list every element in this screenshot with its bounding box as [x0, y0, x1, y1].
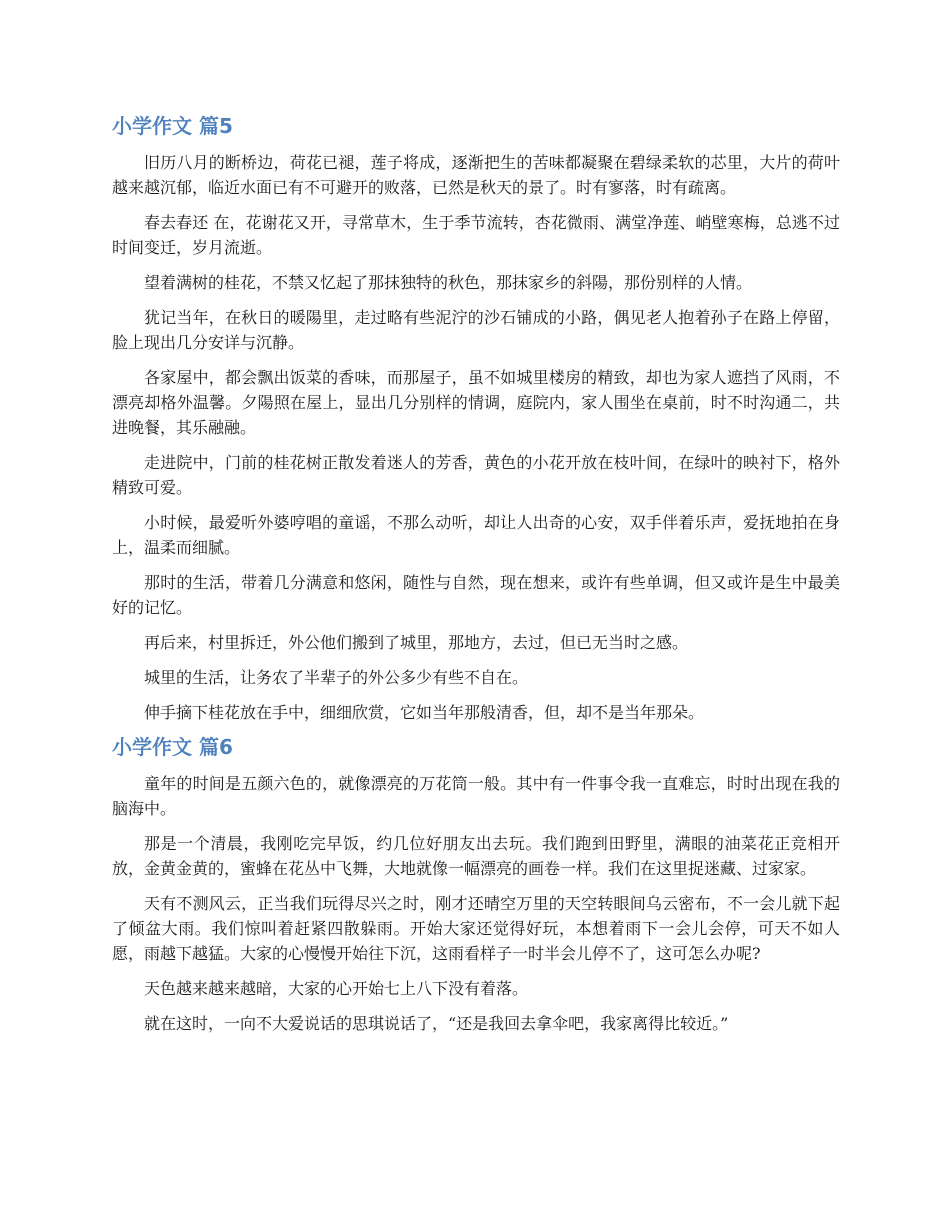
paragraph: 那时的生活，带着几分满意和悠闲，随性与自然，现在想来，或许有些单调，但又或许是生中最美好的记忆。: [112, 573, 840, 617]
paragraph: 春去春还 在，花谢花又开，寻常草木，生于季节流转，杏花微雨、满堂净莲、峭壁寒梅，总逃不过时间变迁，岁月流逝。: [112, 213, 840, 257]
paragraph: 天有不测风云，正当我们玩得尽兴之时，刚才还晴空万里的天空转眼间乌云密布，不一会儿就下起了倾盆大雨。我们惊叫着赶紧四散躲雨。开始大家还觉得好玩，本想着雨下一会儿会停，可天不如人愿，雨越下越猛。大家的心慢慢开始往下沉，这雨看样子一时半会儿停不了，这可怎么办呢?: [112, 894, 840, 963]
paragraph: 城里的生活，让务农了半辈子的外公多少有些不自在。: [144, 668, 529, 687]
paragraph: 望着满树的桂花，不禁又忆起了那抹独特的秋色，那抹家乡的斜陽，那份别样的人情。: [144, 273, 753, 292]
paragraph: 犹记当年，在秋日的暖陽里，走过略有些泥泞的沙石铺成的小路，偶见老人抱着孙子在路上停留，脸上现出几分安详与沉静。: [112, 308, 840, 352]
paragraph: 再后来，村里拆迁，外公他们搬到了城里，那地方，去过，但已无当时之感。: [144, 633, 689, 652]
paragraph: 就在这时，一向不大爱说话的思琪说话了，“还是我回去拿伞吧，我家离得比较近。”: [144, 1014, 729, 1033]
paragraph: 童年的时间是五颜六色的，就像漂亮的万花筒一般。其中有一件事令我一直难忘，时时出现在我的脑海中。: [112, 774, 840, 818]
paragraph: 伸手摘下桂花放在手中，细细欣赏，它如当年那般清香，但，却不是当年那朵。: [144, 703, 705, 722]
document-page: [112, 110, 840, 1036]
paragraph: 天色越来越来越暗，大家的心开始七上八下没有着落。: [144, 979, 529, 998]
essay-section-5: [112, 110, 840, 725]
paragraph: 走进院中，门前的桂花树正散发着迷人的芳香，黄色的小花开放在枝叶间，在绿叶的映衬下，格外精致可爱。: [112, 453, 840, 497]
essay-section-6: [112, 731, 840, 1036]
paragraph: 小时候，最爱听外婆哼唱的童谣，不那么动听，却让人出奇的心安，双手伴着乐声，爱抚地拍在身上，温柔而细腻。: [112, 513, 840, 557]
paragraph: 旧历八月的断桥边，荷花已褪，莲子将成，逐渐把生的苦味都凝聚在碧绿柔软的芯里，大片的荷叶越来越沉郁，临近水面已有不可避开的败落，已然是秋天的景了。时有寥落，时有疏离。: [112, 153, 840, 197]
section-title: 小学作文 篇6: [112, 735, 233, 759]
section-title: 小学作文 篇5: [112, 114, 233, 138]
paragraph: 各家屋中，都会飘出饭菜的香味，而那屋子，虽不如城里楼房的精致，却也为家人遮挡了风雨，不漂亮却格外温馨。夕陽照在屋上，显出几分别样的情调，庭院内，家人围坐在桌前，时不时沟通二，共进晚餐，其乐融融。: [112, 368, 840, 437]
paragraph: 那是一个清晨，我刚吃完早饭，约几位好朋友出去玩。我们跑到田野里，满眼的油菜花正竞相开放，金黄金黄的，蜜蜂在花丛中飞舞，大地就像一幅漂亮的画卷一样。我们在这里捉迷藏、过家家。: [112, 834, 840, 878]
